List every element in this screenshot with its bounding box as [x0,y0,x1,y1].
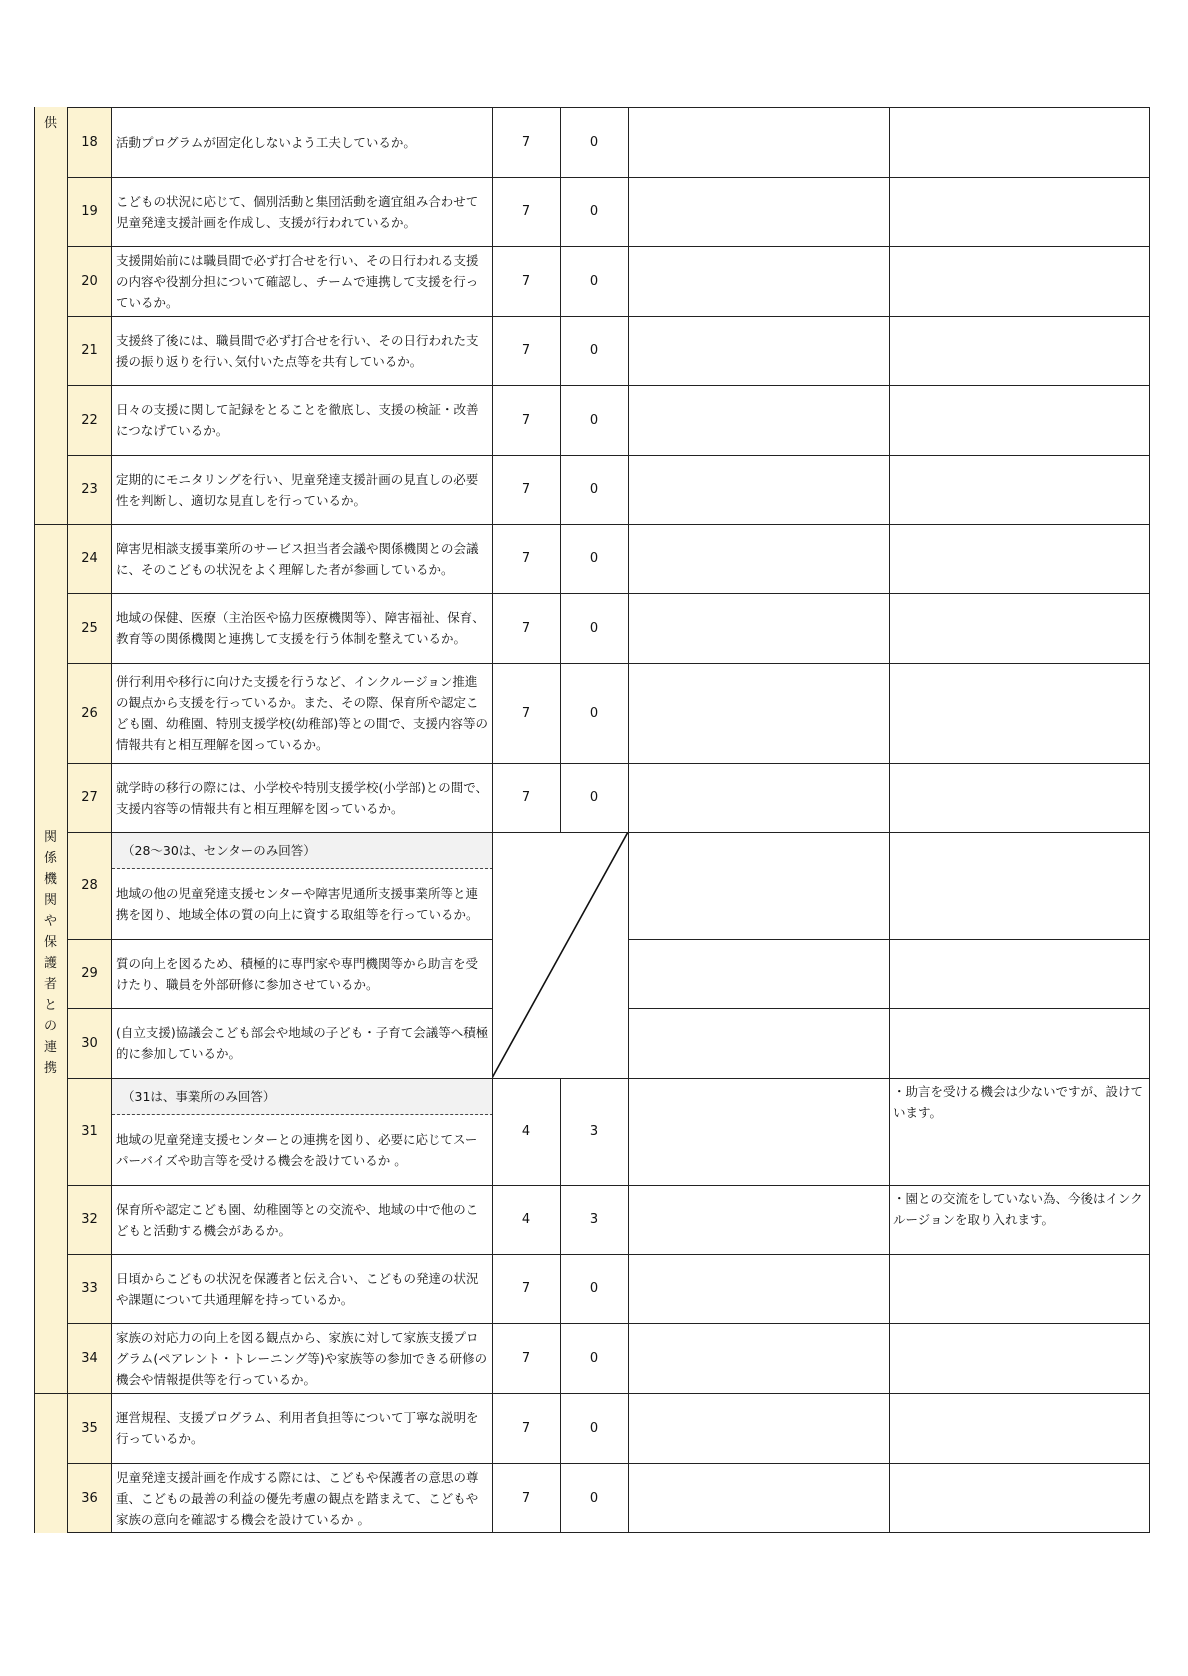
no-count [560,1008,628,1078]
center-only-note [112,832,493,869]
no-count: 0 [589,204,599,219]
no-count: 0 [589,343,599,358]
question-text: 運営規程、支援プログラム、利用者負担等について丁寧な説明を行っているか。 [116,1410,479,1446]
grid-line-h [67,524,1150,525]
question-text: 就学時の移行の際には、小学校や特別支援学校(小学部)との間で、支援内容等の情報共有と相互理解を図っているか。 [116,779,489,816]
no-count: 0 [589,134,599,150]
grid-line-h [67,763,1150,764]
yes-count: 4 [521,1212,531,1227]
remarks-cell [889,455,1150,524]
remarks-cell [889,1323,1150,1393]
question-text: 地域の保健、医療（主治医や協力医療機関等）、障害福祉、保育、教育等の関係機関と連携して支援を行う体制を整えているか。 [116,610,485,646]
category-label-middle [34,827,67,1079]
yes-count: 7 [521,1281,531,1296]
question-text: 活動プログラムが固定化しないよう工夫しているか。 [116,134,416,150]
no-count: 0 [589,620,599,636]
row-number: 27 [81,790,98,805]
category-char: や [43,914,57,929]
no-count: 0 [589,705,599,721]
no-count: 0 [589,1420,599,1436]
remarks-cell [889,1254,1150,1323]
no-count: 0 [589,273,599,289]
grid-line-h [34,524,68,525]
remarks-cell: ・園との交流をしていない為、今後はインクルージョンを取り入れます。 [893,1191,1143,1227]
grid-line-h [67,939,493,940]
category-label-top: 供 [43,116,57,131]
row-number: 22 [81,412,98,428]
grid-line-h [628,939,1150,940]
grid-line-v [67,107,68,1533]
question-text: 地域の児童発達支援センターとの連携を図り、必要に応じてスーパーバイズや助言等を受ける機会を設けているか 。 [116,1132,478,1168]
yes-count: 7 [521,134,531,150]
row-number: 31 [81,1124,98,1139]
grid-line-h [67,593,1150,594]
row-number: 34 [81,1350,98,1366]
grid-line-h [67,316,1150,317]
row-number: 24 [81,551,98,566]
question-text: 障害児相談支援事業所のサービス担当者会議や関係機関との会議に、そのこどもの状況をよく理解した者が参画しているか。 [116,540,479,577]
yes-count: 7 [521,482,531,497]
row-number: 30 [81,1035,98,1051]
row-number: 35 [81,1420,98,1436]
no-count: 3 [589,1124,599,1139]
note-text: （31は、事業所のみ回答） [122,1089,276,1104]
category-char: 関 [43,830,57,845]
category-char: 係 [43,851,57,866]
row-number: 23 [81,482,98,497]
remarks-cell [889,246,1150,316]
grid-line-h [67,832,1150,833]
grid-line-v [1149,107,1150,1533]
note-text: （28～30は、センターのみ回答） [122,843,316,858]
grid-line-h [67,1323,1150,1324]
no-count: 0 [589,551,599,566]
remarks-cell [889,1008,1150,1078]
row-number: 18 [81,134,98,150]
grid-line-v [628,107,629,1533]
question-text: 質の向上を図るため、積極的に専門家や専門機関等から助言を受けたり、職員を外部研修に参加させているか。 [116,955,479,992]
yes-count: 7 [521,412,531,428]
remarks-cell [889,316,1150,385]
question-text: 併行利用や移行に向けた支援を行うなど、インクルージョン推進の観点から支援を行っているか。また、その際、保育所や認定こども園、幼稚園、特別支援学校(幼稚部)等との間で、支援内容等の情報共有と相互理解を図っているか。 [116,674,489,752]
remarks-cell [889,1393,1150,1463]
no-count: 3 [589,1212,599,1227]
remarks-cell [889,939,1150,1008]
row-number: 29 [81,966,98,981]
grid-line-h [67,455,1150,456]
question-text: 地域の他の児童発達支援センターや障害児通所支援事業所等と連携を図り、地域全体の質の向上に資する取組等を行っているか。 [116,886,479,922]
yes-count: 7 [521,620,531,636]
grid-line-h [67,107,1150,108]
grid-line-h [628,1008,1150,1009]
question-text: 支援開始前には職員間で必ず打合せを行い、その日行われる支援の内容や役割分担について確認し、チームで連携して支援を行っているか。 [116,252,479,310]
remarks-cell: ・助言を受ける機会は少ないですが、設けています。 [893,1084,1144,1120]
remarks-cell [889,524,1150,593]
question-text: 家族の対応力の向上を図る観点から、家族に対して家族支援プログラム(ペアレント・トレーニング等)や家族等の参加できる研修の機会や情報提供等を行っているか。 [116,1329,488,1387]
row-number: 25 [81,620,98,636]
grid-line-v [889,107,890,1533]
grid-line-v [560,1078,561,1533]
category-char: 携 [43,1061,57,1076]
remarks-cell [889,663,1150,763]
yes-count: 7 [521,273,531,289]
remarks-cell [889,107,1150,177]
grid-line-h [67,246,1150,247]
grid-line-h [67,177,1150,178]
evaluation-table [34,107,1150,1533]
no-count: 0 [589,412,599,428]
row-number: 36 [81,1490,98,1506]
grid-line-h [34,1393,68,1394]
row-number: 26 [81,705,98,721]
grid-line-h [67,1078,1150,1079]
yes-count: 7 [521,1490,531,1506]
yes-count: 7 [521,705,531,721]
remarks-cell [889,385,1150,455]
question-text: 支援終了後には、職員間で必ず打合せを行い、その日行われた支援の振り返りを行い､気付いた点等を共有しているか。 [116,332,479,369]
remarks-cell [889,1463,1150,1533]
yes-count: 7 [521,343,531,358]
remarks-cell [889,177,1150,246]
grid-line-h [67,1393,1150,1394]
grid-line-h [67,1185,1150,1186]
category-char: の [43,1019,57,1034]
category-char: 者 [43,977,57,992]
question-text: 日頃からこどもの状況を保護者と伝え合い、こどもの発達の状況や課題について共通理解を持っているか。 [116,1270,479,1307]
yes-count: 7 [521,1350,531,1366]
yes-count: 7 [521,551,531,566]
yes-count: 4 [521,1124,531,1139]
category-char: と [43,998,57,1013]
category-char: 連 [43,1040,57,1055]
question-text: 日々の支援に関して記録をとることを徹底し、支援の検証・改善につなげているか。 [116,402,479,438]
question-text: 定期的にモニタリングを行い、児童発達支援計画の見直しの必要性を判断し、適切な見直しを行っているか。 [116,471,479,508]
grid-line-h [67,663,1150,664]
yes-count: 7 [521,204,531,219]
grid-line-v [492,107,493,1533]
question-text: (自立支援)協議会こども部会や地域の子ども・子育て会議等へ積極的に参加しているか。 [116,1025,489,1061]
no-count [560,939,628,1008]
grid-line-v [34,107,35,1533]
grid-line-h [67,1008,493,1009]
yes-count: 7 [521,1420,531,1436]
no-count: 0 [589,1490,599,1506]
category-char: 関 [43,893,57,908]
no-count: 0 [589,482,599,497]
grid-line-h [67,1254,1150,1255]
row-number: 33 [81,1281,98,1296]
grid-line-v [111,107,112,1533]
remarks-cell [889,593,1150,663]
question-text: 児童発達支援計画を作成する際には、こどもや保護者の意思の尊重、こどもの最善の利益の優先考慮の観点を踏まえて、こどもや家族の意向を確認する機会を設けているか 。 [116,1469,479,1527]
office-only-note [112,1078,493,1115]
category-char: 護 [43,956,57,971]
no-count: 0 [589,790,599,805]
row-number: 32 [81,1212,98,1227]
grid-line-v [560,107,561,832]
category-column-bg [34,107,67,1533]
grid-line-h [67,385,1150,386]
yes-count [492,939,560,1008]
no-count: 0 [589,1350,599,1366]
remarks-cell [889,832,1150,939]
category-char: 機 [43,872,57,887]
no-count: 0 [589,1281,599,1296]
grid-line-h [67,1463,1150,1464]
yes-count: 7 [521,790,531,805]
row-number: 28 [81,878,98,893]
grid-line-h [67,1532,1150,1533]
question-text: こどもの状況に応じて、個別活動と集団活動を適宜組み合わせて児童発達支援計画を作成し、支援が行われているか。 [116,193,479,230]
row-number: 20 [81,273,98,289]
row-number: 21 [81,343,98,358]
yes-count [492,832,560,939]
remarks-cell [889,763,1150,832]
no-count [560,832,628,939]
yes-count [492,1008,560,1078]
question-text: 保育所や認定こども園、幼稚園等との交流や、地域の中で他のこどもと活動する機会があるか。 [116,1201,479,1238]
category-char: 保 [43,935,57,950]
row-number: 19 [81,204,98,219]
